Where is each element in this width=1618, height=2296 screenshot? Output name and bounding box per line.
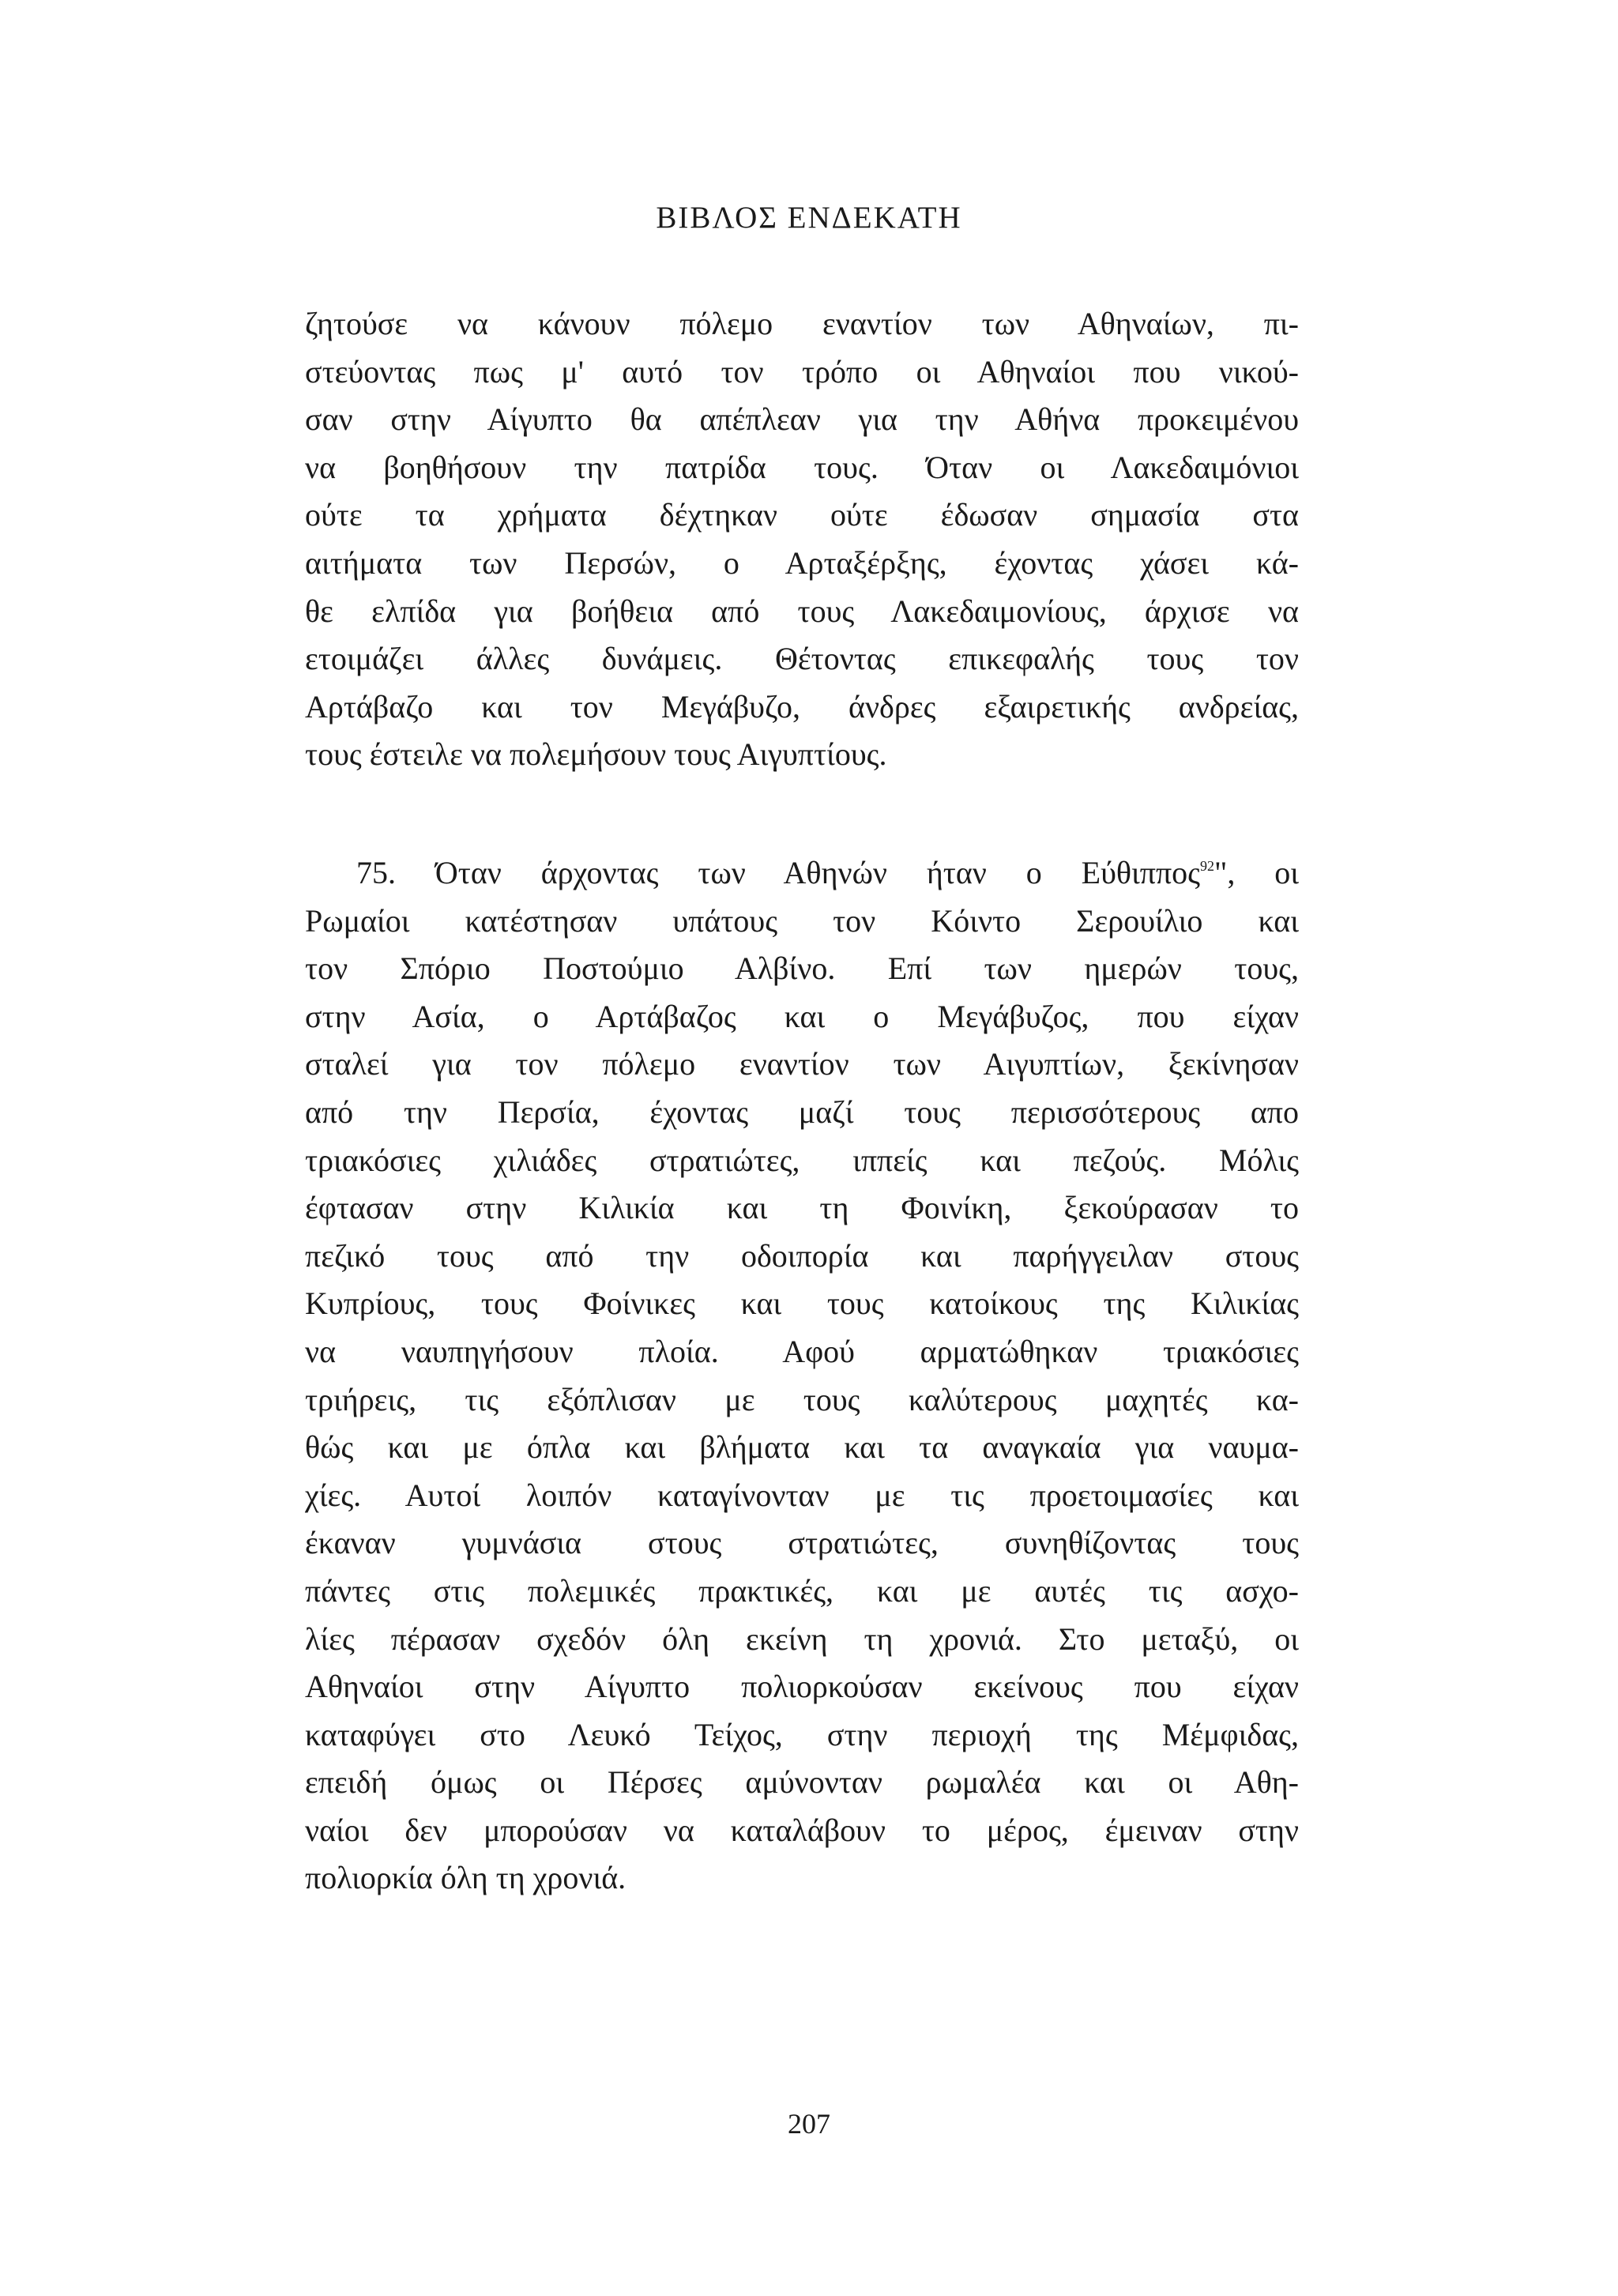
text-line: στεύοντας πως μ' αυτό τον τρόπο οι Αθηναίοι που νικού- <box>305 353 1299 390</box>
text-line: χίες. Αυτοί λοιπόν καταγίνονταν με τις προετοιμασίες και <box>305 1477 1299 1513</box>
text-line: ζητούσε να κάνουν πόλεμο εναντίον των Αθηναίων, πι- <box>305 306 1299 341</box>
text-line: θώς και με όπλα και βλήματα και τα αναγκαία για ναυμα- <box>305 1429 1299 1466</box>
text-line: Κυπρίους, τους Φοίνικες και τους κατοίκους της Κιλικίας <box>305 1285 1299 1322</box>
text-line: πεζικό τους από την οδοιπορία και παρήγγειλαν στους <box>305 1237 1299 1274</box>
text-line: επειδή όμως οι Πέρσες αμύνονταν ρωμαλέα και οι Αθη- <box>305 1764 1299 1801</box>
text-line: τριακόσιες χιλιάδες στρατιώτες, ιππείς και πεζούς. Μόλις <box>305 1142 1299 1178</box>
text-line: θε ελπίδα για βοήθεια από τους Λακεδαιμονίους, άρχισε να <box>305 593 1299 629</box>
opening-text: 75. Όταν άρχοντας των Αθηνών ήταν ο Εύθιππος <box>356 855 1201 890</box>
text-line: τον Σπόριο Ποστούμιο Αλβίνο. Επί των ημερών τους, <box>305 950 1299 987</box>
text-line: να ναυπηγήσουν πλοία. Αφού αρματώθηκαν τριακόσιες <box>305 1333 1299 1369</box>
text-line: τριήρεις, τις εξόπλισαν με τους καλύτερους μαχητές κα- <box>305 1381 1299 1417</box>
text-line: ετοιμάζει άλλες δυνάμεις. Θέτοντας επικεφαλής τους τον <box>305 641 1299 677</box>
text-line: σαν στην Αίγυπτο θα απέπλεαν για την Αθήνα προκειμένου <box>305 401 1299 438</box>
text-line: Αρτάβαζο και τον Μεγάβυζο, άνδρες εξαιρετικής ανδρείας, <box>305 688 1299 725</box>
footnote-mark: 92 <box>1200 858 1215 874</box>
paragraph-2 <box>305 849 1299 1903</box>
text-line: σταλεί για τον πόλεμο εναντίον των Αιγυπτίων, ξεκίνησαν <box>305 1046 1299 1082</box>
text-line: λίες πέρασαν σχεδόν όλη εκείνη τη χρονιά. Στο μεταξύ, οι <box>305 1620 1299 1657</box>
text-line: αιτήματα των Περσών, ο Αρταξέρξης, έχοντας χάσει κά- <box>305 544 1299 581</box>
text-line: από την Περσία, έχοντας μαζί τους περισσότερους απο <box>305 1093 1299 1130</box>
text-line: ούτε τα χρήματα δέχτηκαν ούτε έδωσαν σημασία στα <box>305 497 1299 533</box>
running-head: ΒΙΒΛΟΣ ΕΝΔΕΚΑΤΗ <box>656 201 962 235</box>
paragraph-1 <box>305 300 1299 779</box>
paragraph-opening-line <box>305 849 1299 898</box>
text-line: πολιορκία όλη τη χρονιά. <box>305 1860 627 1896</box>
text-line: στην Ασία, ο Αρτάβαζος και ο Μεγάβυζος, που είχαν <box>305 998 1299 1034</box>
text-line: Αθηναίοι στην Αίγυπτο πολιορκούσαν εκείνους που είχαν <box>305 1669 1299 1705</box>
text-line: έκαναν γυμνάσια στους στρατιώτες, συνηθίζοντας τους <box>305 1525 1299 1561</box>
text-line: καταφύγει στο Λευκό Τείχος, στην περιοχή της Μέμφιδας, <box>305 1716 1299 1752</box>
opening-text-end: ", οι <box>1214 855 1299 890</box>
text-line: έφτασαν στην Κιλικία και τη Φοινίκη, ξεκούρασαν το <box>305 1190 1299 1226</box>
text-line: πάντες στις πολεμικές πρακτικές, και με αυτές τις ασχο- <box>305 1572 1299 1609</box>
text-line: ναίοι δεν μπορούσαν να καταλάβουν το μέρος, έμειναν στην <box>305 1812 1299 1848</box>
text-line: Ρωμαίοι κατέστησαν υπάτους τον Κόιντο Σερουίλιο και <box>305 902 1299 939</box>
text-line: τους έστειλε να πολεμήσουν τους Αιγυπτίους. <box>305 736 887 773</box>
page-number: 207 <box>788 2108 830 2140</box>
text-line: να βοηθήσουν την πατρίδα τους. Όταν οι Λακεδαιμόνιοι <box>305 449 1299 485</box>
